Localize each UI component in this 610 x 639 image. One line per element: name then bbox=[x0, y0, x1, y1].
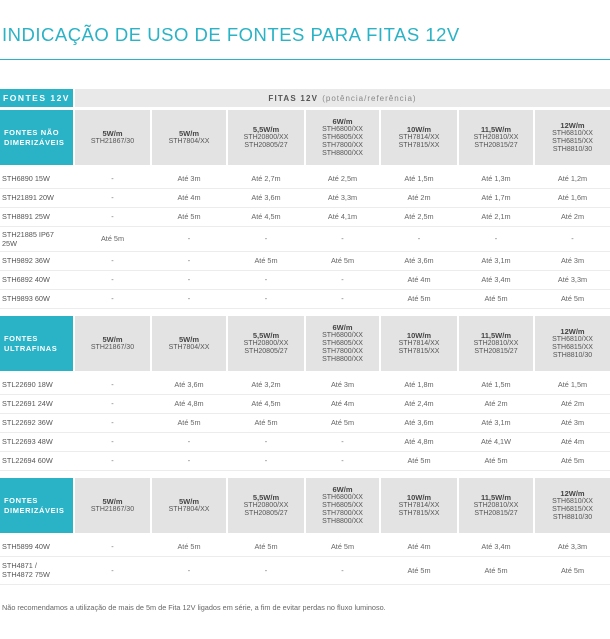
column-reference: STH7814/XX bbox=[398, 133, 440, 141]
table-cell: Até 5m bbox=[407, 294, 431, 303]
row-product-line: 25W bbox=[2, 238, 18, 248]
row-product-text bbox=[2, 193, 54, 202]
table-cell: Até 4,8m bbox=[404, 437, 434, 446]
table-cell: - bbox=[111, 174, 114, 183]
column-reference: STH7815/XX bbox=[398, 347, 440, 355]
column-reference: STH20810/XX bbox=[473, 339, 519, 347]
table-cell: Até 5m bbox=[560, 294, 585, 303]
table-cell: - bbox=[111, 212, 114, 221]
row-product-line: STL22691 24W bbox=[2, 399, 53, 408]
column-header bbox=[535, 316, 610, 371]
row-product-line: STL22693 48W bbox=[2, 437, 53, 446]
table-cell: Até 2m bbox=[560, 212, 585, 221]
column-reference: STH7804/XX bbox=[168, 137, 210, 145]
column-reference: STH6800/XX bbox=[322, 125, 363, 133]
column-wattage: 11,5W/m bbox=[480, 124, 511, 134]
row-product-text bbox=[2, 212, 50, 221]
table-cell: Até 3,6m bbox=[251, 193, 281, 202]
column-header bbox=[228, 478, 304, 533]
table-cell: Até 4,1W bbox=[480, 437, 511, 446]
table-cell: - bbox=[341, 437, 344, 446]
table-cell: - bbox=[111, 294, 114, 303]
table-cell: Até 3,1m bbox=[481, 418, 511, 427]
row-product-name bbox=[2, 451, 53, 470]
column-header bbox=[459, 316, 533, 371]
row-product-line: STL22694 60W bbox=[2, 456, 53, 465]
column-wattage: 5W/m bbox=[178, 496, 199, 506]
column-wattage: 12W/m bbox=[560, 326, 585, 336]
row-product-name bbox=[2, 251, 50, 270]
table-row bbox=[0, 207, 610, 227]
table-cell: Até 1,5m bbox=[481, 380, 511, 389]
row-product-line: STH4871 / bbox=[2, 561, 37, 570]
column-wattage: 5,5W/m bbox=[252, 124, 280, 134]
column-header bbox=[381, 478, 457, 533]
row-product-line: STH6892 40W bbox=[2, 275, 50, 284]
table-cell: - bbox=[111, 275, 114, 284]
table-cell: Até 2,5m bbox=[327, 174, 358, 183]
column-reference: STH20805/27 bbox=[244, 509, 288, 517]
table-cell: Até 3,6m bbox=[174, 380, 204, 389]
column-reference: STH20810/XX bbox=[473, 133, 519, 141]
table-cell: Até 3,4m bbox=[481, 275, 511, 284]
table-row bbox=[0, 226, 610, 252]
table-row bbox=[0, 556, 610, 585]
column-reference: STH7814/XX bbox=[398, 501, 440, 509]
row-product-text bbox=[2, 561, 50, 579]
row-product-text bbox=[2, 437, 53, 446]
column-reference: STH8810/30 bbox=[552, 145, 593, 153]
column-reference: STH8800/XX bbox=[322, 355, 363, 363]
row-product-text bbox=[2, 418, 53, 427]
column-wattage: 10W/m bbox=[406, 124, 432, 134]
column-wattage: 6W/m bbox=[332, 484, 353, 494]
column-reference: STH7800/XX bbox=[322, 347, 363, 355]
table-cell: - bbox=[187, 256, 191, 265]
table-cell: - bbox=[341, 565, 344, 575]
row-product-name bbox=[2, 394, 53, 413]
column-wattage: 10W/m bbox=[406, 492, 432, 502]
table-cell: Até 2m bbox=[484, 399, 508, 408]
section-header bbox=[0, 316, 610, 371]
column-wattage: 11,5W/m bbox=[480, 492, 511, 502]
column-reference: STH21867/30 bbox=[90, 137, 135, 145]
table-cell: Até 1,2m bbox=[557, 174, 588, 183]
table-cell: - bbox=[187, 234, 191, 243]
column-wattage: 5,5W/m bbox=[252, 492, 280, 502]
column-reference: STH7804/XX bbox=[168, 343, 210, 351]
table-cell: Até 5m bbox=[177, 212, 201, 221]
table-row bbox=[0, 375, 610, 395]
table-row bbox=[0, 432, 610, 452]
table-cell: Até 3,6m bbox=[404, 418, 434, 427]
column-wattage: 5W/m bbox=[178, 128, 199, 138]
table-row bbox=[0, 451, 610, 471]
table-cell: - bbox=[187, 565, 191, 575]
column-wattage: 5W/m bbox=[102, 128, 123, 138]
table-cell: - bbox=[341, 294, 344, 303]
table-cell: Até 4,5m bbox=[251, 212, 281, 221]
table-cell: - bbox=[111, 542, 114, 551]
table-cell: Até 3m bbox=[560, 256, 585, 265]
table-cell: Até 1,7m bbox=[481, 193, 511, 202]
row-product-line: STL22692 36W bbox=[2, 418, 53, 427]
table-row bbox=[0, 413, 610, 433]
row-product-line: STH21885 IP67 bbox=[2, 229, 54, 239]
row-product-line: STH4872 75W bbox=[2, 570, 50, 579]
table-cell: Até 3,6m bbox=[404, 256, 434, 265]
section-label bbox=[0, 316, 73, 371]
table-cell: - bbox=[264, 456, 268, 465]
row-product-text bbox=[2, 256, 50, 265]
table-cell: - bbox=[111, 399, 114, 408]
row-product-text bbox=[2, 230, 54, 248]
table-cell: Até 5m bbox=[330, 418, 355, 427]
column-reference: STH6805/XX bbox=[322, 133, 363, 141]
row-product-line: STH9892 36W bbox=[2, 256, 50, 265]
table-cell: Até 4m bbox=[407, 275, 431, 284]
table-cell: - bbox=[111, 456, 114, 465]
title-divider bbox=[0, 59, 610, 60]
fitas-12v-label: FITAS 12V bbox=[268, 93, 319, 103]
table-section bbox=[0, 316, 610, 466]
row-product-name bbox=[2, 207, 50, 226]
table-cell: Até 5m bbox=[330, 256, 355, 265]
column-header bbox=[306, 110, 379, 165]
row-product-line: STL22690 18W bbox=[2, 380, 53, 389]
table-cell: - bbox=[417, 234, 421, 243]
table-cell: Até 5m bbox=[254, 542, 278, 551]
column-header bbox=[228, 110, 304, 165]
table-cell: Até 2,4m bbox=[404, 399, 434, 408]
column-header bbox=[306, 316, 379, 371]
column-reference: STH20805/27 bbox=[244, 141, 288, 149]
column-reference: STH20800/XX bbox=[243, 501, 289, 509]
table-cell: Até 5m bbox=[560, 456, 585, 465]
table-cell: Até 5m bbox=[484, 294, 508, 303]
table-cell: - bbox=[571, 234, 574, 243]
table-cell: Até 5m bbox=[560, 565, 585, 575]
table-cell: - bbox=[264, 437, 268, 446]
table-top-header bbox=[0, 89, 610, 107]
row-product-name bbox=[2, 169, 50, 188]
column-header bbox=[152, 316, 226, 371]
table-cell: Até 1,8m bbox=[404, 380, 434, 389]
table-cell: Até 5m bbox=[407, 456, 431, 465]
column-reference: STH8810/30 bbox=[552, 351, 593, 359]
column-wattage: 6W/m bbox=[332, 116, 353, 126]
column-reference: STH6815/XX bbox=[552, 137, 593, 145]
table-cell: Até 4m bbox=[560, 437, 585, 446]
row-product-name bbox=[2, 432, 53, 451]
column-header bbox=[75, 478, 150, 533]
table-cell: Até 1,3m bbox=[481, 174, 511, 183]
row-product-text bbox=[2, 380, 53, 389]
table-cell: Até 4m bbox=[407, 542, 431, 551]
column-reference: STH6810/XX bbox=[552, 129, 593, 137]
table-cell: Até 5m bbox=[330, 542, 355, 551]
column-wattage: 10W/m bbox=[406, 330, 432, 340]
column-header bbox=[228, 316, 304, 371]
row-product-text bbox=[2, 174, 50, 183]
column-reference: STH21867/30 bbox=[90, 505, 135, 513]
table-cell: - bbox=[111, 256, 114, 265]
table-row bbox=[0, 169, 610, 189]
column-wattage: 12W/m bbox=[560, 120, 585, 130]
row-product-name bbox=[2, 226, 54, 251]
column-wattage: 5W/m bbox=[102, 496, 123, 506]
column-header bbox=[381, 110, 457, 165]
table-cell: Até 2,5m bbox=[404, 212, 434, 221]
table-cell: Até 2,7m bbox=[251, 174, 281, 183]
table-cell: - bbox=[111, 565, 114, 575]
table-cell: Até 4m bbox=[330, 399, 355, 408]
column-header bbox=[152, 478, 226, 533]
table-cell: Até 5m bbox=[177, 418, 201, 427]
column-wattage: 5,5W/m bbox=[252, 330, 280, 340]
fontes-12v-header: FONTES 12V bbox=[0, 89, 73, 107]
row-product-text bbox=[2, 456, 53, 465]
table-cell: Até 3,3m bbox=[557, 275, 588, 284]
column-reference: STH20800/XX bbox=[243, 133, 289, 141]
column-header bbox=[535, 478, 610, 533]
table-row bbox=[0, 270, 610, 290]
column-reference: STH21867/30 bbox=[90, 343, 135, 351]
table-cell: Até 3,3m bbox=[327, 193, 358, 202]
table-cell: Até 2,1m bbox=[481, 212, 511, 221]
table-row bbox=[0, 251, 610, 271]
table-cell: - bbox=[264, 294, 268, 303]
column-reference: STH8810/30 bbox=[552, 513, 593, 521]
column-reference: STH20815/27 bbox=[474, 347, 518, 355]
table-row bbox=[0, 394, 610, 414]
row-product-line: STH8891 25W bbox=[2, 212, 50, 221]
column-reference: STH7804/XX bbox=[168, 505, 210, 513]
column-wattage: 6W/m bbox=[332, 322, 353, 332]
table-cell: Até 3m bbox=[330, 380, 355, 389]
column-reference: STH8800/XX bbox=[322, 517, 363, 525]
column-reference: STH6810/XX bbox=[552, 497, 593, 505]
column-reference: STH6805/XX bbox=[322, 501, 363, 509]
table-cell: Até 5m bbox=[407, 565, 431, 575]
column-reference: STH7815/XX bbox=[398, 509, 440, 517]
column-reference: STH6800/XX bbox=[322, 331, 363, 339]
footnote: Não recomendamos a utilização de mais de 5m de Fita 12V ligados em série, a fim de evitar perdas no fluxo luminoso. bbox=[2, 603, 386, 612]
column-reference: STH8800/XX bbox=[322, 149, 363, 157]
table-cell: Até 4,5m bbox=[251, 399, 281, 408]
table-cell: Até 3,4m bbox=[481, 542, 511, 551]
table-cell: Até 5m bbox=[484, 565, 508, 575]
row-product-line: STH5899 40W bbox=[2, 542, 50, 551]
column-wattage: 12W/m bbox=[560, 488, 585, 498]
column-reference: STH20810/XX bbox=[473, 501, 519, 509]
row-product-name bbox=[2, 556, 50, 584]
table-cell: - bbox=[111, 193, 114, 202]
table-cell: - bbox=[187, 294, 191, 303]
section-label-text bbox=[4, 334, 57, 354]
table-row bbox=[0, 289, 610, 309]
column-reference: STH7800/XX bbox=[322, 509, 363, 517]
table-cell: Até 1,5m bbox=[404, 174, 434, 183]
row-product-name bbox=[2, 289, 50, 308]
row-product-text bbox=[2, 294, 50, 303]
section-label-line: FONTES bbox=[4, 495, 39, 505]
table-cell: Até 2m bbox=[407, 193, 431, 202]
column-reference: STH6810/XX bbox=[552, 335, 593, 343]
table-row bbox=[0, 188, 610, 208]
column-header bbox=[381, 316, 457, 371]
row-product-line: STH9893 60W bbox=[2, 294, 50, 303]
table-cell: Até 1,6m bbox=[557, 193, 588, 202]
table-cell: Até 3m bbox=[177, 174, 201, 183]
column-reference: STH7800/XX bbox=[322, 141, 363, 149]
column-reference: STH20815/27 bbox=[474, 509, 518, 517]
row-product-name bbox=[2, 537, 50, 556]
table-cell: - bbox=[187, 456, 191, 465]
column-reference: STH6800/XX bbox=[322, 493, 363, 501]
table-cell: - bbox=[494, 234, 498, 243]
table-cell: - bbox=[111, 418, 114, 427]
table-cell: Até 5m bbox=[100, 234, 125, 243]
table-cell: Até 3,1m bbox=[481, 256, 511, 265]
section-label-line: DIMERIZÁVEIS bbox=[4, 137, 65, 147]
column-header bbox=[459, 110, 533, 165]
column-reference: STH20805/27 bbox=[244, 347, 288, 355]
column-reference: STH6805/XX bbox=[322, 339, 363, 347]
row-product-name bbox=[2, 188, 54, 207]
table-cell: Até 2m bbox=[560, 399, 585, 408]
table-cell: - bbox=[111, 437, 114, 446]
column-header bbox=[75, 316, 150, 371]
table-cell: Até 4m bbox=[177, 193, 201, 202]
table-cell: - bbox=[264, 234, 268, 243]
section-label-text bbox=[4, 128, 65, 148]
table-row bbox=[0, 537, 610, 557]
table-cell: Até 5m bbox=[254, 256, 278, 265]
fitas-12v-header bbox=[75, 89, 610, 107]
table-cell: - bbox=[187, 275, 191, 284]
column-reference: STH6815/XX bbox=[552, 343, 593, 351]
table-cell: Até 4,8m bbox=[174, 399, 204, 408]
table-cell: Até 5m bbox=[177, 542, 201, 551]
section-label bbox=[0, 478, 73, 533]
row-product-name bbox=[2, 375, 53, 394]
table-cell: - bbox=[341, 456, 344, 465]
section-label-line: ULTRAFINAS bbox=[4, 343, 58, 353]
section-header bbox=[0, 110, 610, 165]
table-cell: - bbox=[111, 380, 114, 389]
column-header bbox=[535, 110, 610, 165]
table-cell: Até 3,2m bbox=[251, 380, 281, 389]
table-cell: Até 3,3m bbox=[557, 542, 588, 551]
column-header bbox=[459, 478, 533, 533]
table-cell: Até 3m bbox=[560, 418, 585, 427]
table-section bbox=[0, 110, 610, 303]
section-label bbox=[0, 110, 73, 165]
table-cell: Até 4,1m bbox=[327, 212, 358, 221]
section-label-line: FONTES NÃO bbox=[4, 127, 60, 137]
column-header bbox=[306, 478, 379, 533]
column-wattage: 11,5W/m bbox=[480, 330, 511, 340]
table-cell: - bbox=[187, 437, 191, 446]
table-section bbox=[0, 478, 610, 579]
table-cell: Até 5m bbox=[254, 418, 278, 427]
row-product-name bbox=[2, 413, 53, 432]
section-header bbox=[0, 478, 610, 533]
table-cell: Até 1,5m bbox=[557, 380, 588, 389]
column-reference: STH7815/XX bbox=[398, 141, 440, 149]
section-label-line: DIMERIZÁVEIS bbox=[4, 505, 65, 515]
table-cell: - bbox=[341, 275, 344, 284]
page-title: INDICAÇÃO DE USO DE FONTES PARA FITAS 12V bbox=[2, 24, 460, 45]
table-cell: - bbox=[264, 565, 268, 575]
fitas-12v-sublabel: (potência/referência) bbox=[322, 93, 417, 103]
section-label-line: FONTES bbox=[4, 333, 39, 343]
row-product-text bbox=[2, 399, 53, 408]
column-reference: STH7814/XX bbox=[398, 339, 440, 347]
row-product-name bbox=[2, 270, 50, 289]
section-label-text bbox=[4, 496, 65, 516]
column-header bbox=[152, 110, 226, 165]
column-header bbox=[75, 110, 150, 165]
column-wattage: 5W/m bbox=[102, 334, 123, 344]
column-reference: STH20800/XX bbox=[243, 339, 289, 347]
row-product-text bbox=[2, 542, 50, 551]
row-product-line: STH21891 20W bbox=[2, 193, 54, 202]
row-product-text bbox=[2, 275, 50, 284]
column-wattage: 5W/m bbox=[178, 334, 199, 344]
table-cell: - bbox=[264, 275, 268, 284]
row-product-line: STH6890 15W bbox=[2, 174, 50, 183]
column-reference: STH20815/27 bbox=[474, 141, 518, 149]
column-reference: STH6815/XX bbox=[552, 505, 593, 513]
table-cell: Até 5m bbox=[484, 456, 508, 465]
table-cell: - bbox=[341, 234, 344, 243]
